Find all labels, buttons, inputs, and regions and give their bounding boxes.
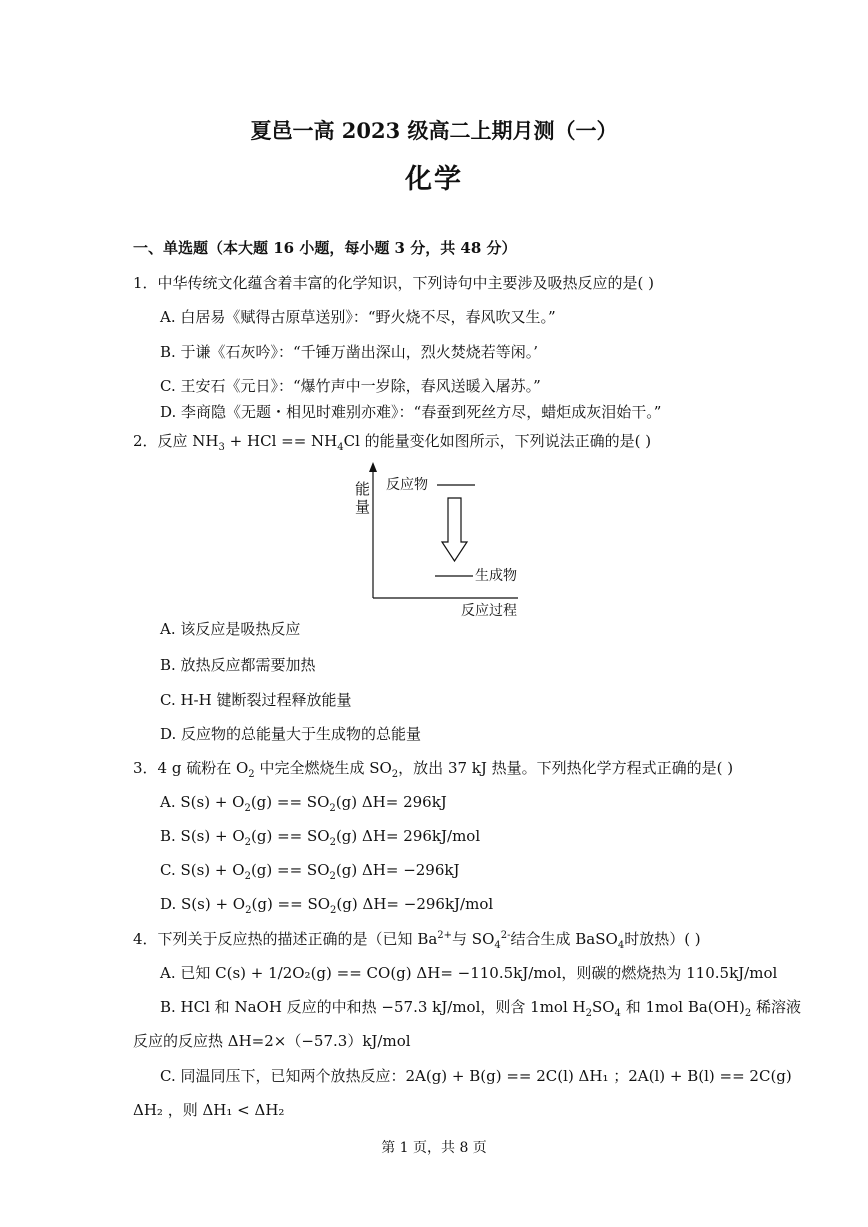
section-heading: 一、单选题（本大题 16 小题，每小题 3 分，共 48 分） [133,239,517,257]
q1-option-c: C. 王安石《元日》：“爆竹声中一岁除，春风送暖入屠苏。” [160,377,541,395]
q1-option-b: B. 于谦《石灰吟》：“千锤万凿出深山，烈火焚烧若等闲。’ [160,343,538,361]
q3-option-d: D. $S(s) + O_2(g) == SO_2(g)$ ΔH= −296kJ/mol [160,895,494,916]
q3-option-b: B. $S(s) + O_2(g) == SO_2(g)$ ΔH= 296kJ/mol [160,827,481,848]
reactant-label: 反应物 [386,477,428,493]
y-axis-arrow [369,462,377,472]
q4-option-c-line2: ΔH₂ ，则 ΔH₁ < ΔH₂ [133,1101,285,1119]
q3-stem: 3．4 g 硫粉在 $O_2$ 中完全燃烧生成 $SO_2$，放出 37 kJ 热量。下列热化学方程式正确的是( ) [133,759,734,780]
energy-decrease-arrow [442,498,467,561]
q3-option-a: A. $S(s) + O_2(g) == SO_2(g)$ ΔH= 296kJ [160,793,447,814]
q4-option-c-line1: C. 同温同压下，已知两个放热反应：2A(g) + B(g) == 2C(l) ΔH₁ ；2A(l) + B(l) == 2C(g) [160,1067,792,1085]
q4-stem: 4．下列关于反应热的描述正确的是（已知 $Ba^{2+}$与 $SO_4^{2-}$结合生成 BaSO$_4$时放热）( ) [133,930,701,951]
product-label: 生成物 [475,568,517,584]
q4-option-b-line1: B. HCl 和 NaOH 反应的中和热 −57.3 kJ/mol，则含 1mol $H_2SO_4$ 和 1mol $Ba(OH)_2$ 稀溶液 [160,998,802,1019]
x-axis-label: 反应过程 [461,603,517,619]
q2-option-c: C. H-H 键断裂过程释放能量 [160,691,352,709]
subject-title: 化学 [405,164,463,195]
page-footer: 第 1 页，共 8 页 [381,1140,487,1156]
q3-option-c: C. $S(s) + O_2(g) == SO_2(g)$ ΔH= −296kJ [160,861,460,882]
q1-stem: 1．中华传统文化蕴含着丰富的化学知识，下列诗句中主要涉及吸热反应的是( ) [133,274,655,292]
q2-stem: 2．反应 $NH_3$ + HCl == $NH_4Cl$ 的能量变化如图所示，下列说法正确的是( ) [133,432,652,453]
q4-option-b-line2: 反应的反应热 ΔH=2×（−57.3）kJ/mol [133,1032,411,1050]
exam-title: 夏邑一高 2023 级高二上期月测（一） [250,118,618,143]
q2-option-b: B. 放热反应都需要加热 [160,656,316,674]
q1-option-d: D. 李商隐《无题・相见时难别亦难》：“春蚕到死丝方尽，蜡炬成灰泪始干。” [160,403,662,421]
q2-option-a: A. 该反应是吸热反应 [160,620,301,638]
q2-option-d: D. 反应物的总能量大于生成物的总能量 [160,725,422,743]
q4-option-a: A. 已知 C(s) + 1/2O₂(g) == CO(g) ΔH= −110.5kJ/mol，则碳的燃烧热为 110.5kJ/mol [160,964,778,982]
energy-diagram [340,462,540,622]
y-axis-label: 能量 [355,480,371,516]
q1-option-a: A. 白居易《赋得古原草送别》：“野火烧不尽，春风吹又生。” [160,308,556,326]
